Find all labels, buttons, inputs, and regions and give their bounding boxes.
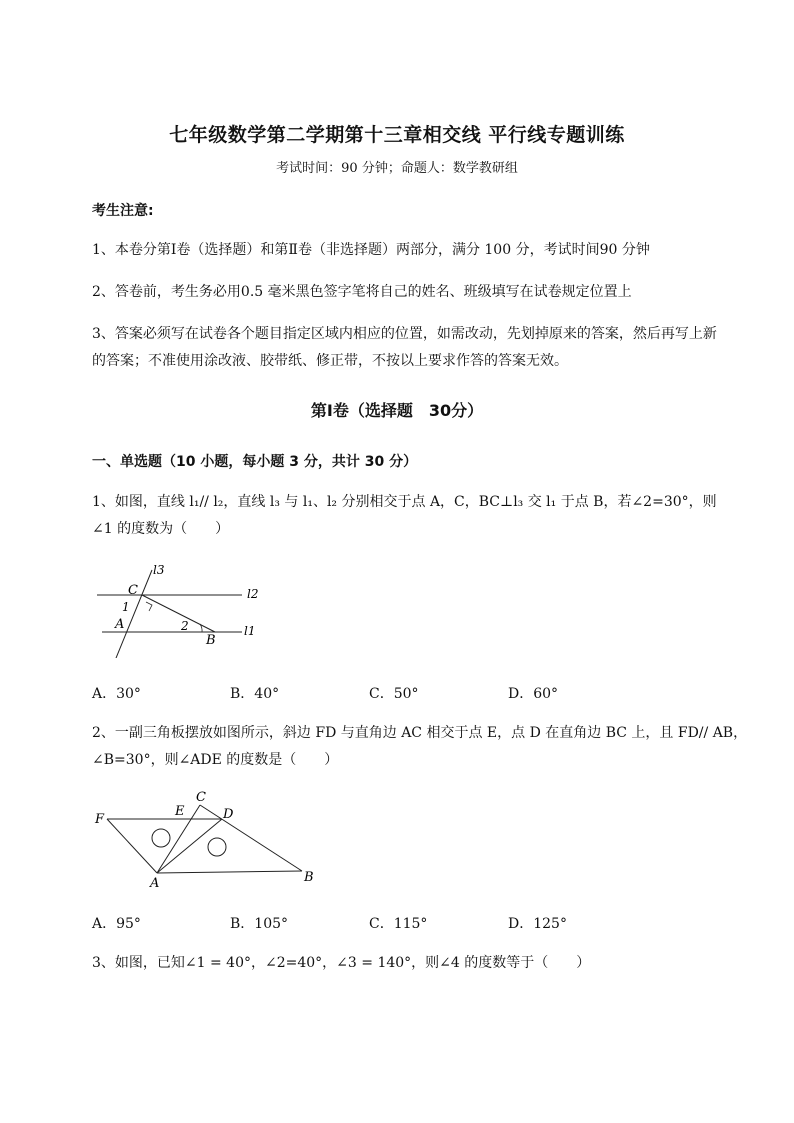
right-angle-mark xyxy=(146,602,152,611)
label-angle-2: 2 xyxy=(181,619,189,633)
notice-item-2: 2、答卷前，考生务必用0.5 毫米黑色签字笔将自己的姓名、班级填写在试卷规定位置上 xyxy=(92,284,632,300)
page-title: 七年级数学第二学期第十三章相交线 平行线专题训练 xyxy=(169,124,625,146)
part-title: 一、单选题（10 小题，每小题 3 分，共计 30 分） xyxy=(92,454,418,470)
q1-choice-b: B．40° xyxy=(230,686,280,702)
question-2-figure xyxy=(92,787,332,897)
label-b: B xyxy=(206,633,216,648)
section-title: 第Ⅰ卷（选择题 30分） xyxy=(310,401,484,420)
question-3-text: 3、如图，已知∠1 = 40°，∠2=40°，∠3 = 140°，则∠4 的度数等于（ ） xyxy=(92,955,591,971)
notice-item-3-continued: 的答案；不准使用涂改液、胶带纸、修正带，不按以上要求作答的答案无效。 xyxy=(92,353,568,369)
triangle-hole-right xyxy=(208,838,226,856)
q1-choice-a: A．30° xyxy=(92,686,141,702)
triangle-hole-left xyxy=(152,829,170,847)
q1-choice-c: C．50° xyxy=(369,686,419,702)
question-2-text-continued: ∠B=30°，则∠ADE 的度数是（ ） xyxy=(92,752,339,768)
label-e: E xyxy=(175,804,185,819)
label-l2: l2 xyxy=(247,587,259,601)
label-f: F xyxy=(95,812,105,827)
label-c: C xyxy=(196,790,206,805)
notice-item-1: 1、本卷分第Ⅰ卷（选择题）和第Ⅱ卷（非选择题）两部分，满分 100 分，考试时间90 分钟 xyxy=(92,242,650,258)
question-2-text: 2、一副三角板摆放如图所示，斜边 FD 与直角边 AC 相交于点 E，点 D 在直角边 BC 上，且 FD// AB， xyxy=(92,725,748,741)
segment-ab xyxy=(157,871,302,873)
segment-ad xyxy=(157,819,222,873)
label-d: D xyxy=(223,807,234,822)
label-l1: l1 xyxy=(244,624,256,638)
q2-choice-c: C．115° xyxy=(369,916,428,932)
notice-heading: 考生注意: xyxy=(92,203,154,219)
notice-item-3: 3、答案必须写在试卷各个题目指定区域内相应的位置，如需改动，先划掉原来的答案，然后再写上新 xyxy=(92,326,717,342)
question-1-text-continued: ∠1 的度数为（ ） xyxy=(92,521,230,537)
question-1-text: 1、如图，直线 l₁// l₂，直线 l₃ 与 l₁、l₂ 分别相交于点 A，C，BC⊥l₃ 交 l₁ 于点 B，若∠2=30°，则 xyxy=(92,494,717,510)
q2-choice-a: A．95° xyxy=(92,916,141,932)
q1-choice-d: D．60° xyxy=(508,686,559,702)
label-l3: l3 xyxy=(153,563,165,577)
label-a: A xyxy=(115,617,125,632)
segment-fa xyxy=(107,819,157,873)
label-c: C xyxy=(128,583,138,598)
q2-choice-b: B．105° xyxy=(230,916,289,932)
label-a: A xyxy=(150,876,160,891)
q2-choice-d: D．125° xyxy=(508,916,567,932)
exam-subtitle: 考试时间：90 分钟；命题人：数学教研组 xyxy=(276,161,518,176)
segment-cb xyxy=(142,595,215,632)
label-angle-1: 1 xyxy=(122,600,130,614)
label-b: B xyxy=(304,870,314,885)
question-1-figure xyxy=(92,558,272,658)
